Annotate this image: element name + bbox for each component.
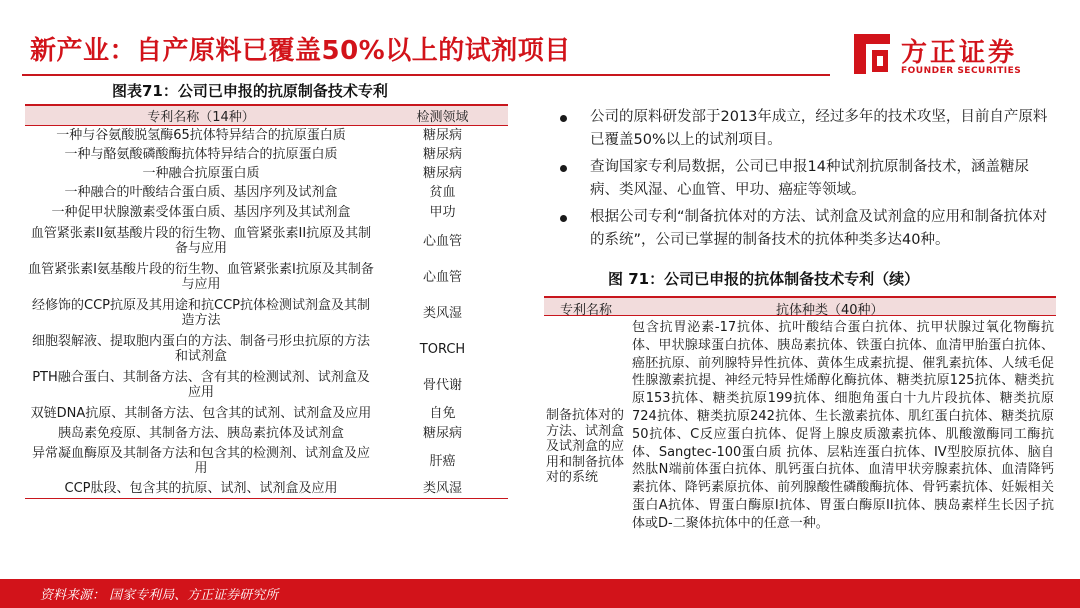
detection-field: 甲功 <box>429 205 456 220</box>
footer-bar <box>0 579 1080 608</box>
table-row <box>25 295 508 331</box>
table-row <box>25 331 508 367</box>
detection-field: 贫血 <box>429 185 456 200</box>
detection-field: 糖尿病 <box>422 128 462 143</box>
table2-header <box>544 296 1056 316</box>
detection-field: 心血管 <box>422 269 462 285</box>
patent-name: 血管紧张素II氨基酸片段的衍生物、血管紧张素II抗原及其制备与应用 <box>30 226 372 256</box>
patent-name: 一种与谷氨酸脱氢酶65抗体特异结合的抗原蛋白质 <box>56 128 346 143</box>
founder-logo-icon <box>846 30 894 78</box>
bullet-dot-icon <box>560 215 567 222</box>
table-row <box>25 367 508 403</box>
antigen-patent-table <box>25 104 508 499</box>
bullet-dot-icon <box>560 165 567 172</box>
company-logo <box>846 30 1056 80</box>
table1-title: 图表71：公司已申报的抗原制备技术专利 <box>112 82 388 100</box>
bullet-item <box>560 206 1050 252</box>
detection-field: TORCH <box>419 341 466 357</box>
table2-title: 图 71：公司已申报的抗体制备技术专利（续） <box>608 268 925 289</box>
patent-name: 一种融合抗原蛋白质 <box>142 166 260 181</box>
patent-name: 制备抗体对的方法、试剂盒及试剂盒的应用和制备抗体对的系统 <box>546 408 625 485</box>
table-row <box>25 403 508 424</box>
table2-header-name: 专利名称 <box>560 303 613 318</box>
table2-header-antibodies: 抗体种类（40种） <box>776 303 884 318</box>
table-row <box>25 259 508 295</box>
patent-name: 异常凝血酶原及其制备方法和包含其的检测剂、试剂盒及应用 <box>31 446 370 476</box>
patent-name: 胰岛素免疫原、其制备方法、胰岛素抗体及试剂盒 <box>57 426 344 441</box>
patent-name: 血管紧张素I氨基酸片段的衍生物、血管紧张素I抗原及其制备与应用 <box>28 262 374 292</box>
patent-name: 细胞裂解液、提取胞内蛋白的方法、制备弓形虫抗原的方法和试剂盒 <box>31 334 370 364</box>
table-row <box>25 443 508 479</box>
detection-field: 心血管 <box>422 233 462 249</box>
page-title: 新产业：自产原料已覆盖50%以上的试剂项目 <box>30 36 571 66</box>
patent-name: 一种促甲状腺激素受体蛋白质、基因序列及其试剂盒 <box>51 205 351 220</box>
table-row <box>25 202 508 223</box>
table2-row <box>544 316 1056 590</box>
bullet-item <box>560 156 1050 202</box>
table-row <box>25 183 508 202</box>
logo-name-cn: 方正证券 <box>901 38 1018 68</box>
patent-name: 一种融合的叶酸结合蛋白质、基因序列及试剂盒 <box>64 185 338 200</box>
detection-field: 糖尿病 <box>422 166 462 181</box>
table-row <box>25 145 508 164</box>
patent-name: 经修饰的CCP抗原及其用途和抗CCP抗体检测试剂盒及其制造方法 <box>32 298 370 328</box>
table-row <box>25 223 508 259</box>
bullet-list <box>560 106 1050 256</box>
table-row <box>25 424 508 443</box>
table-row <box>25 479 508 499</box>
bullet-text: 公司的原料研发部于2013年成立，经过多年的技术攻坚，目前自产原料已覆盖50%以上的试剂项目。 <box>590 109 1048 148</box>
table1-header-field: 检测领域 <box>377 105 508 126</box>
title-divider <box>22 74 830 76</box>
bullet-text: 根据公司专利“制备抗体对的方法、试剂盒及试剂盒的应用和制备抗体对的系统”，公司已掌握的制备技术的抗体种类多达40种。 <box>590 209 1048 248</box>
detection-field: 类风湿 <box>422 305 462 321</box>
antibody-patent-table <box>544 296 1056 590</box>
patent-name: 一种与酪氨酸磷酸酶抗体特异结合的抗原蛋白质 <box>64 147 338 162</box>
detection-field: 自免 <box>429 406 456 421</box>
logo-name-en: FOUNDER SECURITIES <box>901 66 1022 76</box>
bullet-item <box>560 106 1050 152</box>
source-note: 资料来源： 国家专利局、方正证券研究所 <box>40 588 279 603</box>
patent-name: CCP肽段、包含其的抗原、试剂、试剂盒及应用 <box>25 479 377 499</box>
patent-name: 双链DNA抗原、其制备方法、包含其的试剂、试剂盒及应用 <box>30 406 372 421</box>
bullet-text: 查询国家专利局数据，公司已申报14种试剂抗原制备技术，涵盖糖尿病、类风湿、心血管、甲功、癌症等领域。 <box>590 159 1029 198</box>
detection-field: 糖尿病 <box>422 426 462 441</box>
detection-field: 肝癌 <box>429 453 456 469</box>
detection-field: 糖尿病 <box>422 147 462 162</box>
patent-name: PTH融合蛋白、其制备方法、含有其的检测试剂、试剂盒及应用 <box>32 370 370 400</box>
table1-header-name: 专利名称（14种） <box>25 105 377 126</box>
table-row <box>25 126 508 146</box>
bullet-dot-icon <box>560 115 567 122</box>
table-row <box>25 164 508 183</box>
detection-field: 骨代谢 <box>422 377 462 393</box>
detection-field: 类风湿 <box>377 479 508 499</box>
antibody-list: 包含抗胃泌素-17抗体、抗叶酸结合蛋白抗体、抗甲状腺过氧化物酶抗体、甲状腺球蛋白抗体、胰岛素抗体、铁蛋白抗体、血清甲胎蛋白抗体、癌胚抗原、前列腺特异性抗体、黄体生成素抗提、催乳素抗体、人绒毛促性腺激素抗提、神经元特异性烯醇化酶抗体、糖类抗原125抗体、糖类抗原153抗体、糖类抗原199抗体、细胞角蛋白十九片段抗体、糖类抗原724抗体、糖类抗原242抗体、生长激素抗体、肌红蛋白抗体、糖类抗原50抗体、C反应蛋白抗体、促肾上腺皮质激素抗体、肌酸激酶同工酶抗体、Sangtec-100蛋白质 抗体、层粘连蛋白抗体、IV型胶原抗体、脑自然肽N端前体蛋白抗体、肌钙蛋白抗体、血清甲状旁腺素抗体、血清降钙素抗体、降钙素原抗体、前列腺酸性磷酸酶抗体、骨钙素抗体、妊娠相关蛋白A抗体、胃蛋白酶原I抗体、胃蛋白酶原II抗体、胰岛素样生长因子抗体或D-二聚体抗体中的任意一种。 <box>632 320 1054 531</box>
